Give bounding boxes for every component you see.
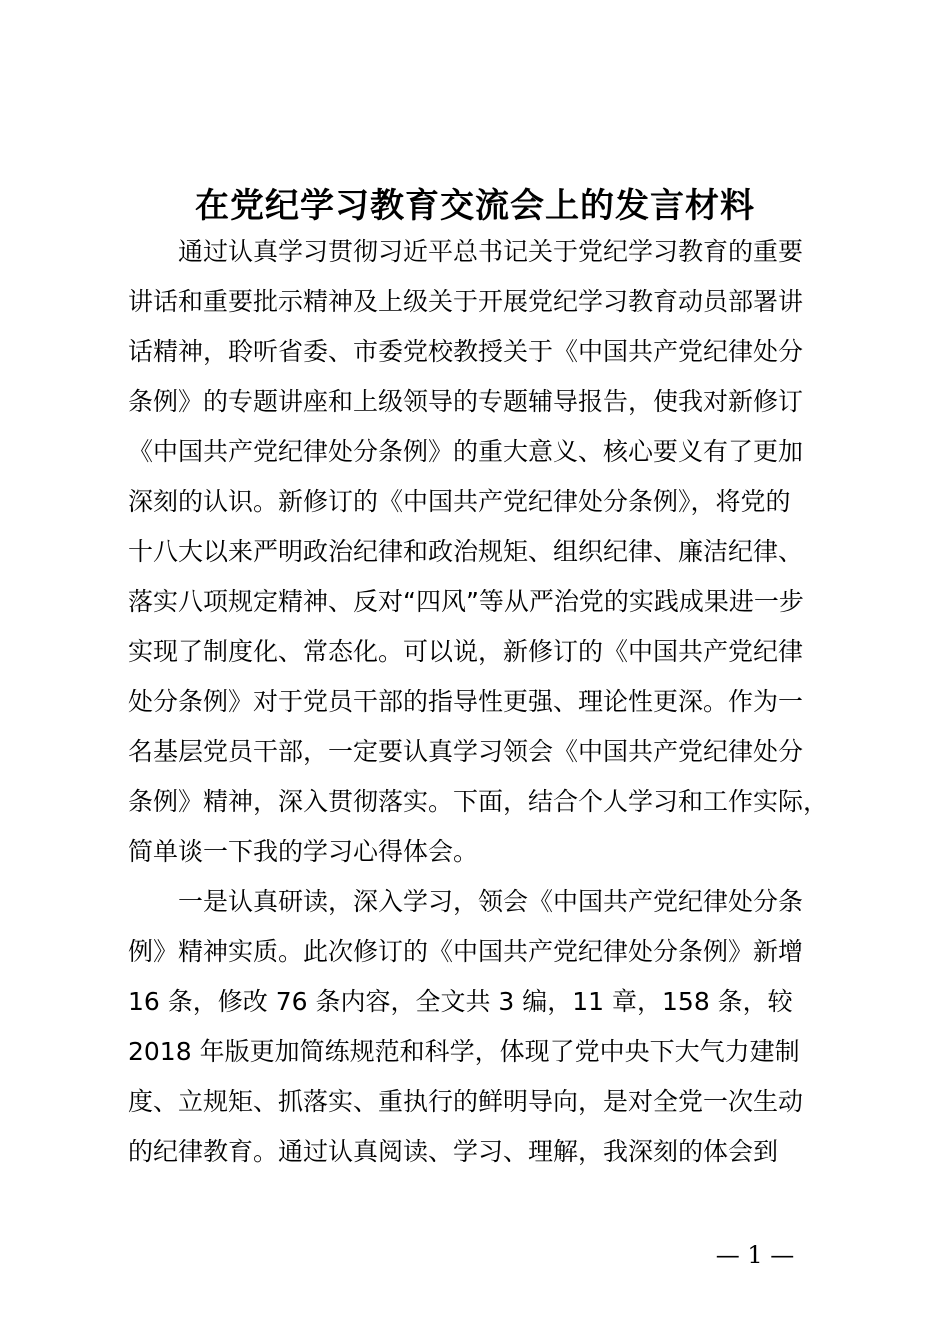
text-line: 度、立规矩、抓落实、重执行的鲜明导向，是对全党一次生动 [128,1087,804,1116]
text-line: 名基层党员干部，一定要认真学习领会《中国共产党纪律处分 [128,737,804,766]
text-line: 十八大以来严明政治纪律和政治规矩、组织纪律、廉洁纪律、 [128,537,804,566]
text-line: 《中国共产党纪律处分条例》的重大意义、核心要义有了更加 [128,437,804,466]
text-line: 实现了制度化、常态化。可以说，新修订的《中国共产党纪律 [128,637,804,666]
text-line: 通过认真学习贯彻习近平总书记关于党纪学习教育的重要 [178,237,804,266]
text-line: 例》精神实质。此次修订的《中国共产党纪律处分条例》新增 [128,937,804,966]
text-line: 条例》精神，深入贯彻落实。下面，结合个人学习和工作实际， [128,787,829,816]
text-line: 落实八项规定精神、反对“四风”等从严治党的实践成果进一步 [128,587,804,616]
text-line: 的纪律教育。通过认真阅读、学习、理解，我深刻的体会到 [128,1137,779,1166]
text-line: 16 条，修改 76 条内容，全文共 3 编，11 章，158 条，较 [128,987,793,1016]
text-line: 讲话和重要批示精神及上级关于开展党纪学习教育动员部署讲 [128,287,804,316]
text-line: 简单谈一下我的学习心得体会。 [128,837,479,866]
document-title: 在党纪学习教育交流会上的发言材料 [195,186,755,226]
text-line: 条例》的专题讲座和上级领导的专题辅导报告，使我对新修订 [128,387,804,416]
text-line: 处分条例》对于党员干部的指导性更强、理论性更深。作为一 [128,687,804,716]
text-line: 深刻的认识。新修订的《中国共产党纪律处分条例》，将党的 [128,487,791,516]
page-number: — 1 — [715,1241,795,1269]
text-line: 话精神，聆听省委、市委党校教授关于《中国共产党纪律处分 [128,337,804,366]
text-line: 一是认真研读，深入学习，领会《中国共产党纪律处分条 [178,887,804,916]
text-line: 2018 年版更加简练规范和科学，体现了党中央下大气力建制 [128,1037,800,1066]
